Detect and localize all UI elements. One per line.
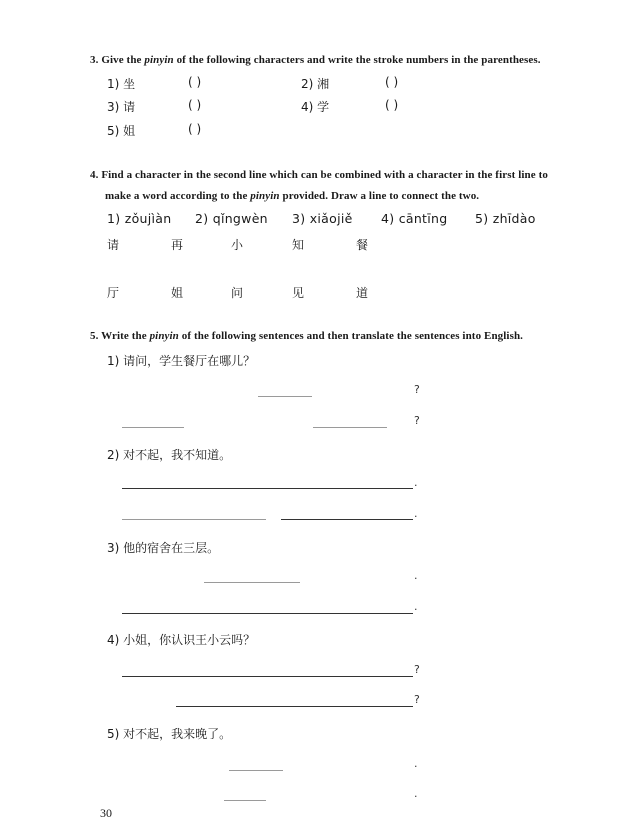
q5-sentence-1: 1) 请问，学生餐厅在哪儿？: [107, 354, 256, 368]
q3-paren-4: ( ): [385, 98, 399, 112]
q5-s1-english-line-a[interactable]: [122, 427, 184, 428]
q4-row2-char-5: 道: [356, 286, 369, 300]
q5-s3-english-line[interactable]: [122, 613, 413, 614]
q5-s1-english-line-b[interactable]: [313, 427, 387, 428]
q5-s4-english-line[interactable]: [176, 706, 413, 707]
q5-s5-pinyin-line[interactable]: [229, 770, 283, 771]
q4-instruction-line1: 4. Find a character in the second line which can be combined with a character in the first line to: [90, 169, 548, 181]
q5-s4-pinyin-line[interactable]: [122, 676, 413, 677]
q3-item-2: 2) 湘: [301, 77, 330, 91]
q3-item-1: 1) 坐: [107, 77, 136, 91]
q5-s2-english-punct: .: [414, 507, 418, 520]
q4-row1-char-4: 知: [292, 238, 305, 252]
q5-sentence-2: 2) 对不起，我不知道。: [107, 448, 232, 462]
q5-instruction: 5. Write the pinyin of the following sentences and then translate the sentences into English.: [90, 330, 524, 342]
q3-paren-2: ( ): [385, 75, 399, 89]
q5-sentence-5: 5) 对不起，我来晚了。: [107, 727, 232, 741]
q4-pinyin-4: 4) cāntīng: [381, 211, 448, 226]
q5-s4-english-punct: ?: [414, 693, 420, 706]
q5-s4-pinyin-punct: ?: [414, 663, 420, 676]
q3-paren-3: ( ): [188, 98, 202, 112]
q3-paren-1: ( ): [188, 75, 202, 89]
q4-row2-char-1: 厅: [107, 286, 120, 300]
q4-row1-char-2: 再: [171, 238, 184, 252]
q3-paren-5: ( ): [188, 122, 202, 136]
q3-instruction: 3. Give the pinyin of the following characters and write the stroke numbers in the parentheses.: [90, 54, 541, 66]
q5-s2-english-line-b[interactable]: [281, 519, 413, 520]
q3-item-3: 3) 请: [107, 100, 136, 114]
q5-s5-english-line[interactable]: [224, 800, 266, 801]
q5-s5-pinyin-punct: .: [414, 757, 418, 770]
q3-item-5: 5) 姐: [107, 124, 136, 138]
q4-instruction-line2: make a word according to the pinyin provided. Draw a line to connect the two.: [105, 190, 480, 202]
q4-row1-char-3: 小: [231, 238, 244, 252]
q4-pinyin-2: 2) qǐngwèn: [195, 211, 268, 226]
q4-pinyin-1: 1) zǒujìàn: [107, 211, 172, 226]
q4-row2-char-3: 问: [231, 286, 244, 300]
q5-s2-pinyin-punct: .: [414, 476, 418, 489]
q4-row1-char-1: 请: [107, 238, 120, 252]
page-number: 30: [100, 806, 112, 820]
q4-row2-char-4: 见: [292, 286, 305, 300]
q5-s1-pinyin-line[interactable]: [258, 396, 312, 397]
q5-s2-english-line-a[interactable]: [122, 519, 266, 520]
q5-s3-english-punct: .: [414, 600, 418, 613]
q3-item-4: 4) 学: [301, 100, 330, 114]
q5-s5-english-punct: .: [414, 787, 418, 800]
q4-row2-char-2: 姐: [171, 286, 184, 300]
q5-s2-pinyin-line[interactable]: [122, 488, 413, 489]
q5-s3-pinyin-punct: .: [414, 569, 418, 582]
q5-s1-pinyin-punct: ?: [414, 383, 420, 396]
q4-row1-char-5: 餐: [356, 238, 369, 252]
q4-pinyin-5: 5) zhīdào: [475, 211, 536, 226]
q4-pinyin-3: 3) xiǎojiě: [292, 211, 353, 226]
q5-sentence-4: 4) 小姐，你认识王小云吗？: [107, 633, 256, 647]
q5-s3-pinyin-line[interactable]: [204, 582, 300, 583]
q5-s1-english-punct: ?: [414, 414, 420, 427]
q5-sentence-3: 3) 他的宿舍在三层。: [107, 541, 220, 555]
